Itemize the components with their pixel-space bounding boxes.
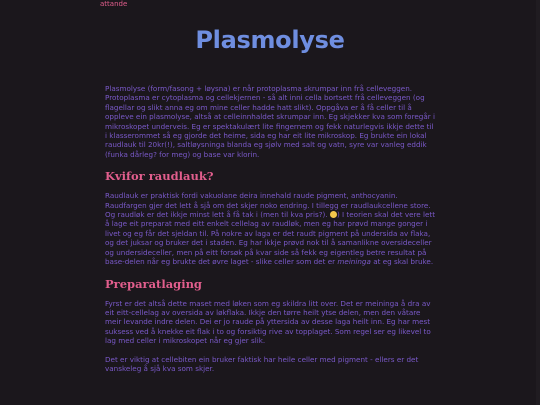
- raudlauk-text-part3: at eg skal bruke.: [373, 257, 434, 267]
- raudlauk-text-part1: Raudlauk er praktisk fordi vakuolane deira innehald raude pigment, anthocyanin. Raudfargen gjer det lett å sjå om det skjer noko endring. I tillegg er raudlaukcellene store. Og raudløk er det ikkje minst lett å få tak i (men til kva pris?).: [105, 191, 431, 220]
- page-title: Plasmolyse: [195, 26, 345, 54]
- raudlauk-text-part2: ) I teorien skal det vere lett å lage eit preparat med eitt enkelt cellelag av raudløk, men eg har prøvd mange gonger i livet og eg får det sjeldan til. På nokre av laga er det raudt pigment på undersida av flaka, og det juksar og bruker det i staden. Eg har ikkje prøvd nok til å samanlikne oversideceller og undersideceller, men på eitt forsøk på kvar side så fekk eg eigentleg betre resultat på base-delen når eg brukte det øvre laget - slike celler som det er: [105, 210, 436, 267]
- section-paragraph-raudlauk: [105, 191, 437, 266]
- scrollbar-track[interactable]: [536, 0, 540, 405]
- raudlauk-text-italic: meininga: [337, 257, 371, 267]
- preparatlaging-paragraph-1: Fyrst er det altså dette maset med løken som eg skildra litt over. Det er meininga å dra av eit eitt-cellelag av oversida av løkflaka. Ikkje den tørre heilt ytse delen, men den våtare meir levande indre delen. Dei er jo raude på yttersida av desse laga heilt inn. Eg har mest suksess ved å knekke eit flak i to og forsiktig rive av topplaget. Som regel ser eg likevel to lag med celler i mikroskopet når eg gjer slik.: [105, 298, 431, 346]
- section-heading-preparatlaging: Preparatlaging: [105, 276, 202, 291]
- section-heading-kvifor-raudlauk: Kvifor raudlauk?: [105, 169, 214, 184]
- back-link[interactable]: attande: [100, 0, 128, 8]
- smiley-icon: [330, 211, 337, 218]
- intro-paragraph: Plasmolyse (form/fasong + løysna) er når protoplasma skrumpar inn frå celleveggen. Protoplasma er cytoplasma og cellekjernen - så alt inni cella bortsett frå celleveggen (og flagellar og slikt anna eg om mine celler hadde hatt slikt). Oppgåva er å få celler til å oppleve ein plasmolyse, altså at celleinnhaldet skrumpar inn. Eg skjekker kva som foregår i mikroskopet underveis. Eg er spektakulært lite fingernem og fekk naturlegvis ikkje dette til i klasserommet så eg gjorde det heime, sida eg har eit lite mikroskop. Eg brukte ein lokal raudlauk til 20kr(!), saltløysninga blanda eg sjølv med salt og vatn, syre var vanleg eddik (funka dårleg? for meg) og base var klorin.: [105, 84, 435, 159]
- preparatlaging-paragraph-2: Det er viktig at cellebiten ein bruker faktisk har heile celler med pigment - ellers er det vanskeleg å sjå kva som skjer.: [105, 354, 419, 373]
- article-body: [105, 84, 437, 382]
